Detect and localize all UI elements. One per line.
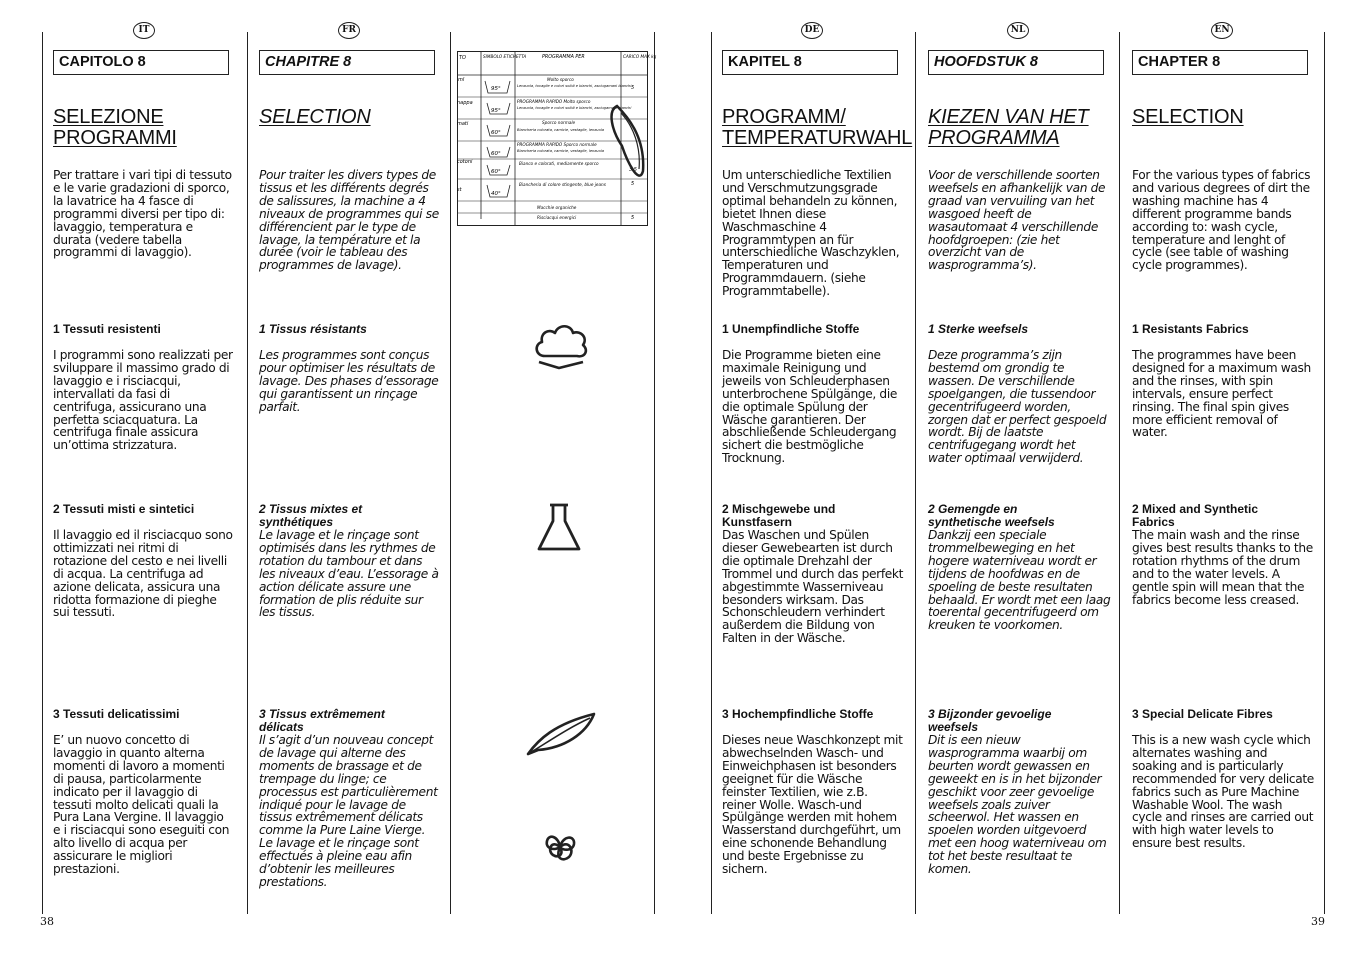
- table-header-programme: PROGRAMMA PER: [542, 55, 585, 60]
- subheading-1-fr: 1 Tissus résistants: [259, 322, 367, 336]
- subheading-2-it: 2 Tessuti misti e sintetici: [53, 502, 195, 516]
- body-1-de: Die Programme bieten eine maximale Reinigung und jeweils von Schleuderphasen unterbrochene Spülgänge, die die optimale Spülung der Wäsche garantieren. Der abschließende Schleudergang sichert die bestmögliche Trocknung.: [722, 348, 898, 466]
- subheading-3-fr: 3 Tissus extrêmement délicats: [259, 707, 385, 734]
- body-2-en: The main wash and the rinse gives best results thanks to the rotation rhythms of the drum and to the water levels. A gentle spin will mean that the fabrics become less creased.: [1132, 528, 1313, 607]
- wash-symbol-icon: [485, 81, 510, 197]
- table-cell: PROGRAMMA RAPIDO Molto sporco: [517, 99, 591, 104]
- body-3-it: E’ un nuovo concetto di lavaggio in quanto alterna momenti di lavoro a momenti di pausa, particolarmente indicato per il lavaggio di tessuti molto delicati quali la Pura Lana Vergine. Il lavaggio e i risciacqui sono eseguiti con alto livello di acqua per assicurare le migliori prestazioni.: [53, 733, 230, 877]
- body-2-it: Il lavaggio ed il risciacquo sono ottimizzati nei ritmi di rotazione del cesto e nei livelli di acqua. La centrifuga ad azione delicata, assicura una ridotta formazione di pieghe sui tessuti.: [53, 528, 233, 620]
- chapter-heading-fr: CHAPITRE 8: [259, 50, 435, 75]
- table-row-label: mati: [457, 121, 469, 127]
- language-badge-de: DE: [801, 22, 823, 39]
- wash-temp-symbol: 40°: [491, 191, 501, 197]
- table-cell: PROGRAMMA RAPIDO Sporco normale: [517, 142, 597, 147]
- table-row-label: cotoni: [457, 159, 473, 165]
- body-1-it: I programmi sono realizzati per sviluppare il massimo grado di lavaggio e i risciacqui, intervallati da fasi di centrifuga, assicurano una perfetta sciacquatura. La centrifuga finale assicura un’ottima strizzatura.: [53, 348, 233, 453]
- subheading-2-en: 2 Mixed and Synthetic Fabrics: [1132, 502, 1259, 529]
- page-number-left: 38: [40, 915, 54, 928]
- subheading-3-it: 3 Tessuti delicatissimi: [53, 707, 180, 721]
- column-divider: [450, 32, 451, 914]
- column-divider: [247, 32, 248, 914]
- table-cell: Bianco e colorati, mediamente sporco: [519, 161, 599, 166]
- wash-temp-symbol: 60°: [491, 130, 501, 136]
- table-cell: Biancheria di colore stingente, blue jeans: [519, 182, 606, 187]
- table-cell: Risciacqui energici: [537, 215, 577, 220]
- wash-temp-symbol: 95°: [491, 86, 501, 92]
- table-cell: Biancheria colorata, camicie, vestaglie, lenzuola: [517, 149, 604, 153]
- section-title-de: PROGRAMM/ TEMPERATURWAHL: [722, 106, 913, 149]
- column-divider: [42, 32, 43, 914]
- body-2-nl: Dankzij een speciale trommelbeweging en het hogere waterniveau wordt er tijdens de hoofdwas en de spoeling de beste resultaten behaald. Er wordt met een laag toerental gecentrifugeerd om kreuken te voorkomen.: [928, 528, 1111, 633]
- chapter-heading-en: CHAPTER 8: [1132, 50, 1308, 75]
- wash-temp-symbol: 95°: [491, 108, 501, 114]
- subheading-2-fr: 2 Tissus mixtes et synthétiques: [259, 502, 363, 529]
- page-number-right: 39: [1311, 915, 1325, 928]
- section-title-nl: KIEZEN VAN HET PROGRAMMA: [928, 106, 1089, 149]
- chapter-heading-de: KAPITEL 8: [722, 50, 898, 75]
- chapter-heading-nl: HOOFDSTUK 8: [928, 50, 1104, 75]
- table-row-label: ml: [458, 77, 465, 83]
- body-1-en: The programmes have been designed for a maximum wash and the rinses, with spin intervals, ensure perfect rinsing. The final spin gives more efficient removal of water.: [1132, 348, 1311, 440]
- table-cell: Biancheria colorata, camicie, vestaglie, lenzuola: [517, 128, 604, 132]
- column-divider: [1324, 32, 1325, 914]
- body-3-fr: Il s’agit d’un nouveau concept de lavage qui alterne des moments de brassage et de trempage du linge; ce processus est particulièrement indiqué pour le lavage de tissus extrêmement délicats comme la Pure Laine Vierge. Le lavage et le rinçage sont effectués à pleine eau afin d’obtenir les meilleures prestations.: [259, 733, 438, 889]
- table-header-symbol: SIMBOLO ETICHETTA: [483, 54, 527, 59]
- body-2-de: Das Waschen und Spülen dieser Gewebearten ist durch die optimale Drehzahl der Trommel und durch das perfekt abgestimmte Wasserniveau besonders wirksam. Das Schonschleudern verhindert außerdem die Bildung von Falten in der Wäsche.: [722, 528, 904, 646]
- body-1-fr: Les programmes sont conçus pour optimiser les résultats de lavage. Des phases d’essorage qui garantissent un rinçage parfait.: [259, 348, 439, 414]
- table-cell: Molto sporco: [547, 77, 574, 82]
- body-3-en: This is a new wash cycle which alternates washing and soaking and is particularly recommended for very delicate fabrics such as Pure Machine Washable Wool. The wash cycle and rinses are carried out with high water levels to ensure best results.: [1132, 733, 1314, 851]
- table-load: 5: [631, 85, 635, 91]
- subheading-2-nl: 2 Gemengde en synthetische weefsels: [928, 502, 1055, 529]
- intro-text-nl: Voor de verschillende soorten weefsels en afhankelijk van de graad van vervuiling van het wasgoed heeft de wasautomaat 4 verschillende hoofdgroepen: (zie het overzicht van de wasprogramma’s).: [928, 168, 1106, 273]
- table-header-to: TO: [459, 55, 466, 61]
- table-header-load: CARICO MAX kg: [623, 54, 657, 59]
- table-cell: Sporco normale: [542, 120, 576, 125]
- cotton-cloud-icon: [531, 320, 591, 372]
- table-load: 5: [631, 215, 635, 221]
- subheading-1-nl: 1 Sterke weefsels: [928, 322, 1029, 336]
- column-divider: [711, 32, 712, 914]
- column-divider: [1119, 32, 1120, 914]
- wash-temp-symbol: 60°: [491, 169, 501, 175]
- subheading-2-de: 2 Mischgewebe und Kunstfasern: [722, 502, 836, 529]
- table-cell: Lenzuola, tovaglie e colori solidi e bianchi, asciugamani bianchi: [517, 106, 632, 110]
- table-row-label: st: [457, 187, 462, 193]
- section-title-it: SELEZIONE PROGRAMMI: [53, 106, 177, 149]
- wash-temp-symbol: 60°: [491, 151, 501, 157]
- column-divider: [654, 32, 655, 914]
- body-2-fr: Le lavage et le rinçage sont optimisés dans les rythmes de rotation du tambour et dans les niveaux d’eau. L’essorage à action délicate assure une formation de plis réduite sur les tissus.: [259, 528, 439, 620]
- programme-table: [457, 51, 657, 226]
- subheading-3-de: 3 Hochempfindliche Stoffe: [722, 707, 874, 721]
- language-badge-en: EN: [1211, 22, 1233, 39]
- flask-icon: [536, 501, 582, 553]
- subheading-1-it: 1 Tessuti resistenti: [53, 322, 161, 336]
- table-row-label: nappa: [457, 100, 473, 106]
- intro-text-de: Um unterschiedliche Textilien und Verschmutzungsgrade optimal behandeln zu können, bietet Ihnen diese Waschmaschine 4 Programmtypen an für unterschiedliche Waschzyklen, Temperaturen und Programmdauern. (siehe Programmtabelle).: [722, 168, 900, 299]
- subheading-1-de: 1 Unempfindliche Stoffe: [722, 322, 860, 336]
- column-divider: [915, 32, 916, 914]
- table-cell: Macchie organiche: [537, 205, 577, 210]
- body-3-de: Dieses neue Waschkonzept mit abwechselnden Wasch- und Einweichphasen ist besonders geeignet für die Wäsche feinster Textilien, wie z.B. reiner Wolle. Wasch-und Spülgänge werden mit hohem Wasserstand durchgeführt, um eine schonende Behandlung und beste Ergebnisse zu sichern.: [722, 733, 903, 877]
- table-cell: Lenzuola, tovaglie e colori solidi e bianchi, asciugamani bianchi: [517, 84, 632, 88]
- language-badge-nl: NL: [1007, 22, 1029, 39]
- table-load: 5: [631, 181, 635, 187]
- wool-mark-icon: [541, 829, 579, 865]
- subheading-1-en: 1 Resistants Fabrics: [1132, 322, 1249, 336]
- language-badge-it: IT: [133, 22, 155, 39]
- feather-icon: [524, 710, 600, 758]
- subheading-3-nl: 3 Bijzonder gevoelige weefsels: [928, 707, 1052, 734]
- body-1-nl: Deze programma’s zijn bestemd om grondig te wassen. De verschillende spoelgangen, die tussendoor gecentrifugeerd worden, zorgen dat er perfect gespoeld wordt. Bij de laatste centrifugegang wordt het water optimaal verwijderd.: [928, 348, 1107, 466]
- intro-text-it: Per trattare i vari tipi di tessuto e le varie gradazioni di sporco, la lavatrice ha 4 fasce di programmi diversi per tipo di: lavaggio, temperatura e durata (vedere tabella programmi di lavaggio).: [53, 168, 232, 260]
- chapter-heading-it: CAPITOLO 8: [53, 50, 229, 75]
- section-title-fr: SELECTION: [259, 106, 371, 128]
- body-3-nl: Dit is een nieuw wasprogramma waarbij om beurten wordt gewassen en geweekt en is in het bijzonder geschikt voor zeer gevoelige weefsels zoals zuiver scheerwol. Het wassen en spoelen worden uitgevoerd met een hoog waterniveau om tot het beste resultaat te komen.: [928, 733, 1107, 877]
- subheading-3-en: 3 Special Delicate Fibres: [1132, 707, 1273, 721]
- language-badge-fr: FR: [338, 22, 360, 39]
- intro-text-en: For the various types of fabrics and various degrees of dirt the washing machine has 4 different programme bands according to: wash cycle, temperature and lenght of cycle (see table of washing cycle programmes).: [1132, 168, 1311, 273]
- intro-text-fr: Pour traiter les divers types de tissus et les différents degrés de salissures, la machine a 4 niveaux de programmes qui se différencient par le type de lavage, la température et la durée (voir le tableau des programmes de lavage).: [259, 168, 439, 273]
- section-title-en: SELECTION: [1132, 106, 1244, 128]
- table-load: 3.5: [629, 167, 637, 173]
